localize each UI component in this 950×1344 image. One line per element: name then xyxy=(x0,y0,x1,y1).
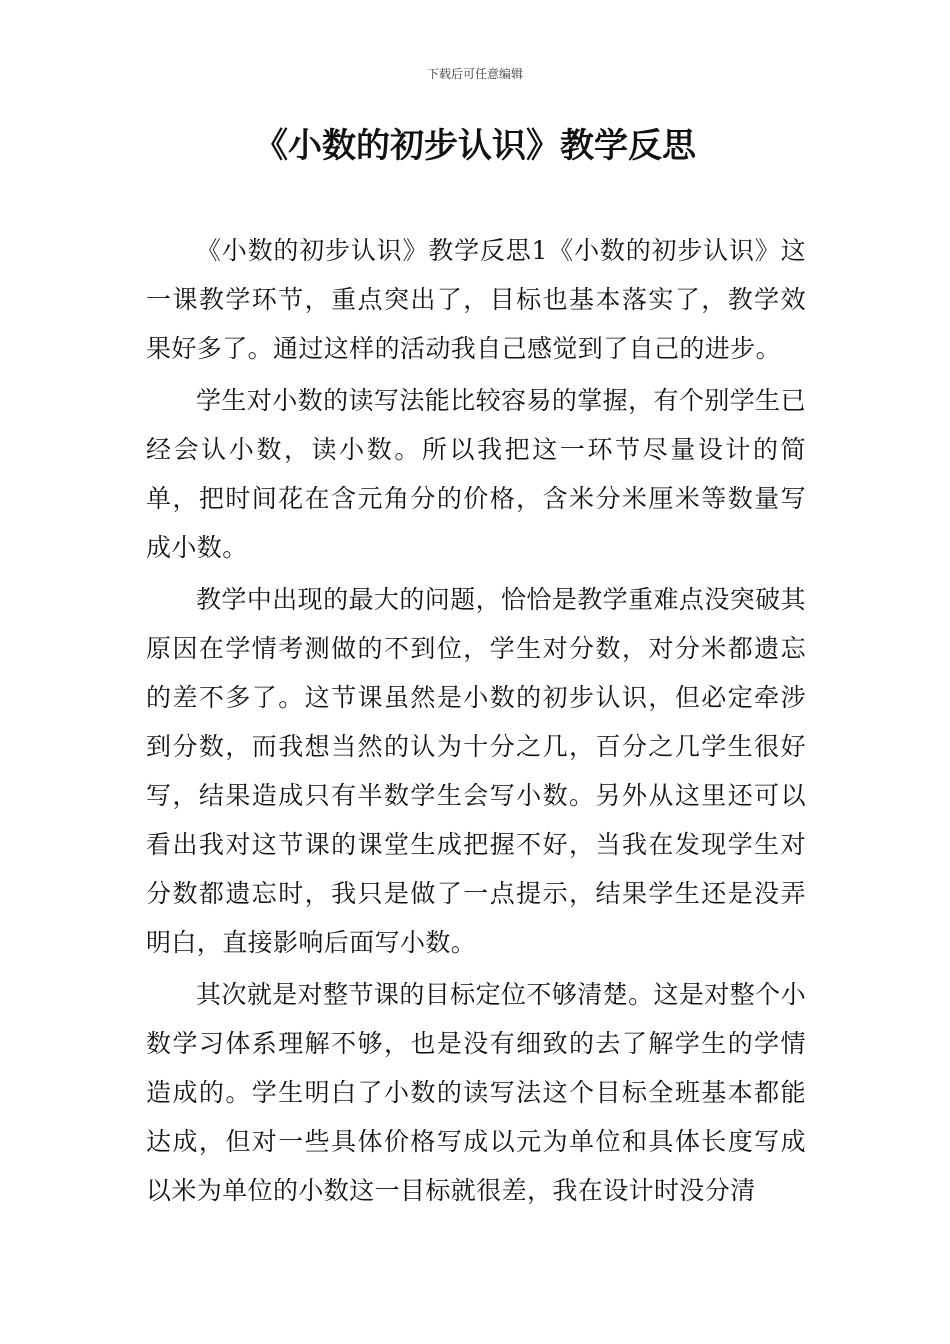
paragraph-4: 其次就是对整节课的目标定位不够清楚。这是对整个小数学习体系理解不够，也是没有细致的去了解学生的学情造成的。学生明白了小数的读写法这个目标全班基本都能达成，但对一些具体价格写成以元为单位和具体长度写成以米为单位的小数这一目标就很差，我在设计时没分清 xyxy=(146,980,806,1205)
paragraph-2: 学生对小数的读写法能比较容易的掌握，有个别学生已经会认小数，读小数。所以我把这一环节尽量设计的简单，把时间花在含元角分的价格，含米分米厘米等数量写成小数。 xyxy=(146,386,806,562)
document-title: 《小数的初步认识》教学反思 xyxy=(254,126,696,166)
header-note: 下载后可任意编辑 xyxy=(426,67,523,81)
paragraph-3: 教学中出现的最大的问题，恰恰是教学重难点没突破其原因在学情考测做的不到位，学生对分数，对分米都遗忘的差不多了。这节课虽然是小数的初步认识，但必定牵涉到分数，而我想当然的认为十分之几，百分之几学生很好写，结果造成只有半数学生会写小数。另外从这里还可以看出我对这节课的课堂生成把握不好，当我在发现学生对分数都遗忘时，我只是做了一点提示，结果学生还是没弄明白，直接影响后面写小数。 xyxy=(146,585,806,957)
paragraph-1: 《小数的初步认识》教学反思1《小数的初步认识》这一课教学环节，重点突出了，目标也基本落实了，教学效果好多了。通过这样的活动我自己感觉到了自己的进步。 xyxy=(146,236,806,363)
document-body xyxy=(146,226,806,1218)
